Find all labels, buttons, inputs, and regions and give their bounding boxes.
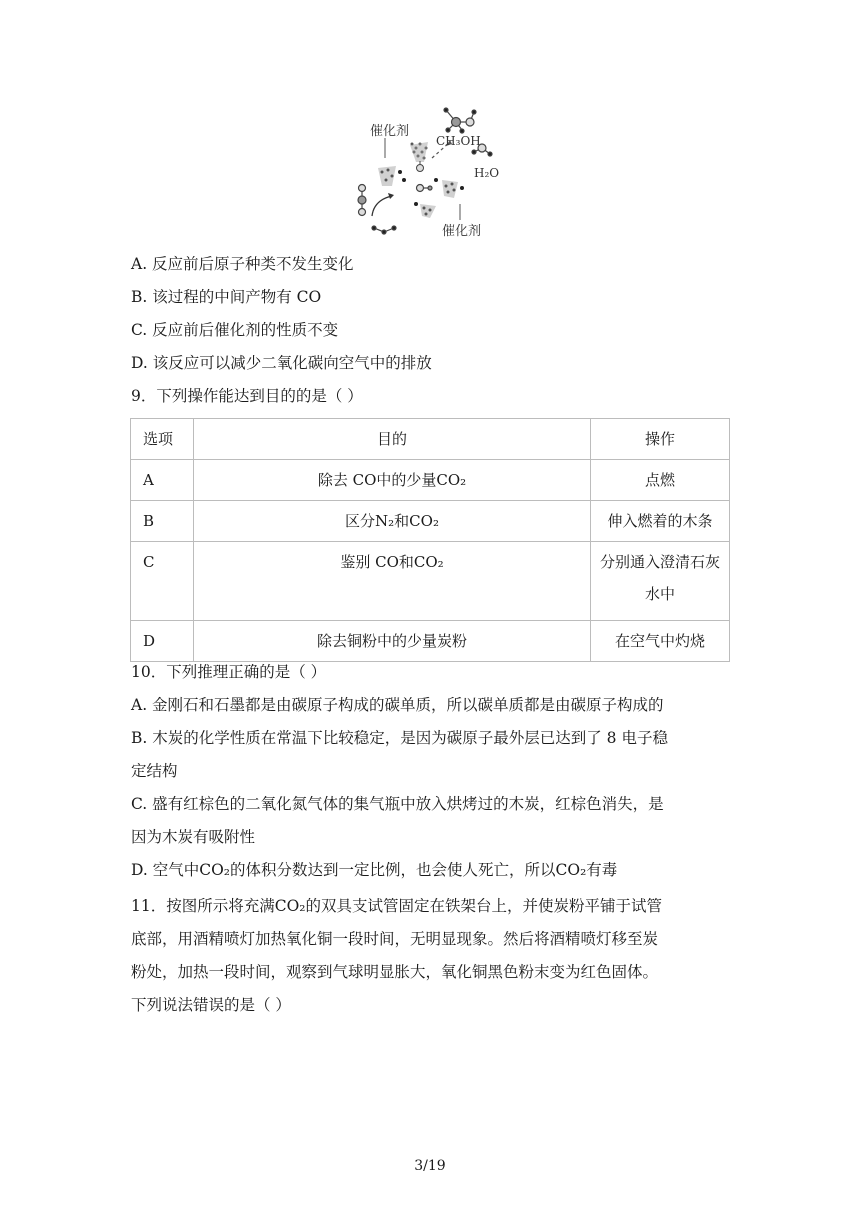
h2o-label: H₂O <box>474 166 500 180</box>
catalyst-label-top: 催化剂 <box>370 124 410 139</box>
row-purpose: 鉴别 CO和CO₂ <box>194 542 591 621</box>
ch3oh-label: CH₃OH <box>436 134 481 148</box>
q11-line3: 粉处，加热一段时间，观察到气球明显胀大，氧化铜黑色粉末变为红色固体。 <box>131 963 659 981</box>
catalyst-label-bottom: 催化剂 <box>442 224 482 239</box>
q9-table <box>130 418 730 662</box>
q11-line4: 下列说法错误的是（ ） <box>131 996 291 1014</box>
row-purpose: 除去 CO中的少量CO₂ <box>194 460 591 501</box>
row-operation: 在空气中灼烧 <box>591 621 730 662</box>
row-option: D <box>131 621 194 662</box>
row-purpose: 除去铜粉中的少量炭粉 <box>194 621 591 662</box>
row-operation-line2: 水中 <box>644 585 675 603</box>
page-number: 3/19 <box>414 1158 446 1174</box>
row-option: C <box>131 542 194 621</box>
q8-option-d: D. 该反应可以减少二氧化碳向空气中的排放 <box>131 354 432 372</box>
table-row <box>131 542 730 621</box>
header-option: 选项 <box>131 419 194 460</box>
row-operation: 伸入燃着的木条 <box>591 501 730 542</box>
row-option: A <box>131 460 194 501</box>
header-operation: 操作 <box>591 419 730 460</box>
q8-option-b: B. 该过程的中间产物有 CO <box>131 288 322 306</box>
q10-option-b-line2: 定结构 <box>131 762 178 780</box>
q9-stem: 9．下列操作能达到目的的是（ ） <box>131 387 363 405</box>
q10-option-b-line1: B. 木炭的化学性质在常温下比较稳定，是因为碳原子最外层已达到了 8 电子稳 <box>131 729 668 747</box>
q10-option-c-line1: C. 盛有红棕色的二氧化氮气体的集气瓶中放入烘烤过的木炭，红棕色消失，是 <box>131 795 664 813</box>
q10-option-c-line2: 因为木炭有吸附性 <box>131 828 256 846</box>
reaction-diagram <box>350 100 510 240</box>
row-operation: 点燃 <box>591 460 730 501</box>
q10-option-d: D. 空气中CO₂的体积分数达到一定比例，也会使人死亡，所以CO₂有毒 <box>131 861 618 879</box>
q10-stem: 10．下列推理正确的是（ ） <box>131 663 327 681</box>
q11-line2: 底部，用酒精喷灯加热氧化铜一段时间，无明显现象。然后将酒精喷灯移至炭 <box>131 930 659 948</box>
row-operation-line1: 分别通入澄清石灰 <box>599 553 720 571</box>
q11-line1: 11．按图所示将充满CO₂的双具支试管固定在铁架台上，并使炭粉平铺于试管 <box>131 897 663 915</box>
row-operation <box>591 542 730 621</box>
table-row <box>131 460 730 501</box>
row-purpose: 区分N₂和CO₂ <box>194 501 591 542</box>
table-row <box>131 501 730 542</box>
q8-option-a: A. 反应前后原子种类不发生变化 <box>131 255 354 273</box>
row-option: B <box>131 501 194 542</box>
table-header-row <box>131 419 730 460</box>
q8-option-c: C. 反应前后催化剂的性质不变 <box>131 321 339 339</box>
table-row <box>131 621 730 662</box>
header-purpose: 目的 <box>194 419 591 460</box>
q10-option-a: A. 金刚石和石墨都是由碳原子构成的碳单质，所以碳单质都是由碳原子构成的 <box>131 696 664 714</box>
